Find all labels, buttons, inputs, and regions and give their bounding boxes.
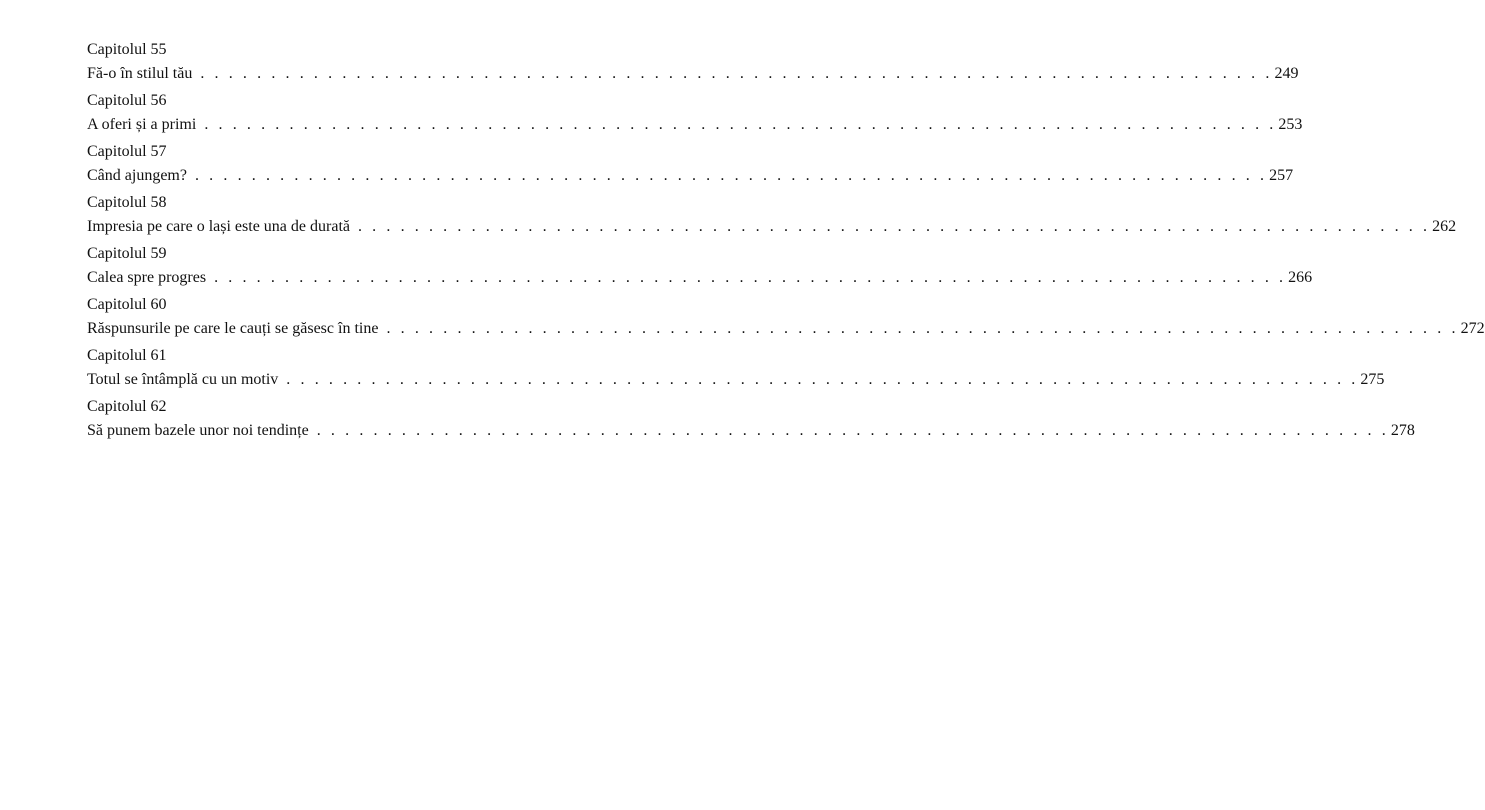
- chapter-number: Capitolul 56: [87, 92, 167, 109]
- chapter-number: Capitolul 58: [87, 194, 167, 211]
- toc-entry: [87, 191, 1457, 242]
- page-number: 257: [1269, 167, 1294, 184]
- page-number: 262: [1432, 218, 1457, 235]
- chapter-title: Răspunsurile pe care le cauți se găsesc în tine: [87, 320, 379, 337]
- chapter-title: Să punem bazele unor noi tendințe: [87, 422, 309, 439]
- toc-line[interactable]: [87, 266, 1313, 290]
- toc-line[interactable]: [87, 215, 1457, 239]
- toc-entry: [87, 344, 1385, 395]
- chapter-title: Totul se întâmplă cu un motiv: [87, 371, 279, 388]
- chapter-number: Capitolul 62: [87, 398, 167, 415]
- toc-entry: [87, 293, 1485, 344]
- chapter-number: Capitolul 59: [87, 245, 167, 262]
- table-of-contents: [87, 38, 1485, 446]
- chapter-title: A oferi și a primi: [87, 116, 197, 133]
- chapter-number: Capitolul 55: [87, 41, 167, 58]
- dot-leader: . . . . . . . . . . . . . . . . . . . . . . . . . . . . . . . . . . . . . . . . . . . . . . . . . . . . . . . . . . . . . . . . . . . . . . . . . . . .: [357, 218, 1431, 235]
- page-number: 253: [1278, 116, 1303, 133]
- page-number: 266: [1288, 269, 1313, 286]
- dot-leader: . . . . . . . . . . . . . . . . . . . . . . . . . . . . . . . . . . . . . . . . . . . . . . . . . . . . . . . . . . . . . . . . . . . . . . . . . . . .: [386, 320, 1459, 337]
- toc-entry: [87, 38, 1299, 89]
- dot-leader: . . . . . . . . . . . . . . . . . . . . . . . . . . . . . . . . . . . . . . . . . . . . . . . . . . . . . . . . . . . . . . . . . . . . . . . . . . . .: [204, 116, 1277, 133]
- page-number: 275: [1360, 371, 1385, 388]
- page-number: 249: [1274, 65, 1299, 82]
- toc-line[interactable]: [87, 317, 1485, 341]
- dot-leader: . . . . . . . . . . . . . . . . . . . . . . . . . . . . . . . . . . . . . . . . . . . . . . . . . . . . . . . . . . . . . . . . . . . . . . . . . . . .: [200, 65, 1273, 82]
- chapter-number: Capitolul 61: [87, 347, 167, 364]
- toc-line[interactable]: [87, 113, 1303, 137]
- toc-line[interactable]: [87, 164, 1294, 188]
- chapter-number: Capitolul 60: [87, 296, 167, 313]
- toc-line[interactable]: [87, 368, 1385, 392]
- page-number: 278: [1390, 422, 1415, 439]
- dot-leader: . . . . . . . . . . . . . . . . . . . . . . . . . . . . . . . . . . . . . . . . . . . . . . . . . . . . . . . . . . . . . . . . . . . . . . . . . . . .: [286, 371, 1359, 388]
- chapter-title: Impresia pe care o lași este una de durată: [87, 218, 350, 235]
- toc-line[interactable]: [87, 419, 1415, 443]
- toc-entry: [87, 242, 1313, 293]
- dot-leader: . . . . . . . . . . . . . . . . . . . . . . . . . . . . . . . . . . . . . . . . . . . . . . . . . . . . . . . . . . . . . . . . . . . . . . . . . . . .: [214, 269, 1287, 286]
- chapter-number: Capitolul 57: [87, 143, 167, 160]
- chapter-title: Fă-o în stilul tău: [87, 65, 193, 82]
- page-number: 272: [1460, 320, 1485, 337]
- toc-entry: [87, 89, 1303, 140]
- toc-entry: [87, 140, 1294, 191]
- chapter-title: Când ajungem?: [87, 167, 187, 184]
- dot-leader: . . . . . . . . . . . . . . . . . . . . . . . . . . . . . . . . . . . . . . . . . . . . . . . . . . . . . . . . . . . . . . . . . . . . . . . . . . . .: [316, 422, 1389, 439]
- chapter-title: Calea spre progres: [87, 269, 207, 286]
- toc-entry: [87, 395, 1415, 446]
- toc-line[interactable]: [87, 62, 1299, 86]
- dot-leader: . . . . . . . . . . . . . . . . . . . . . . . . . . . . . . . . . . . . . . . . . . . . . . . . . . . . . . . . . . . . . . . . . . . . . . . . . . . .: [194, 167, 1268, 184]
